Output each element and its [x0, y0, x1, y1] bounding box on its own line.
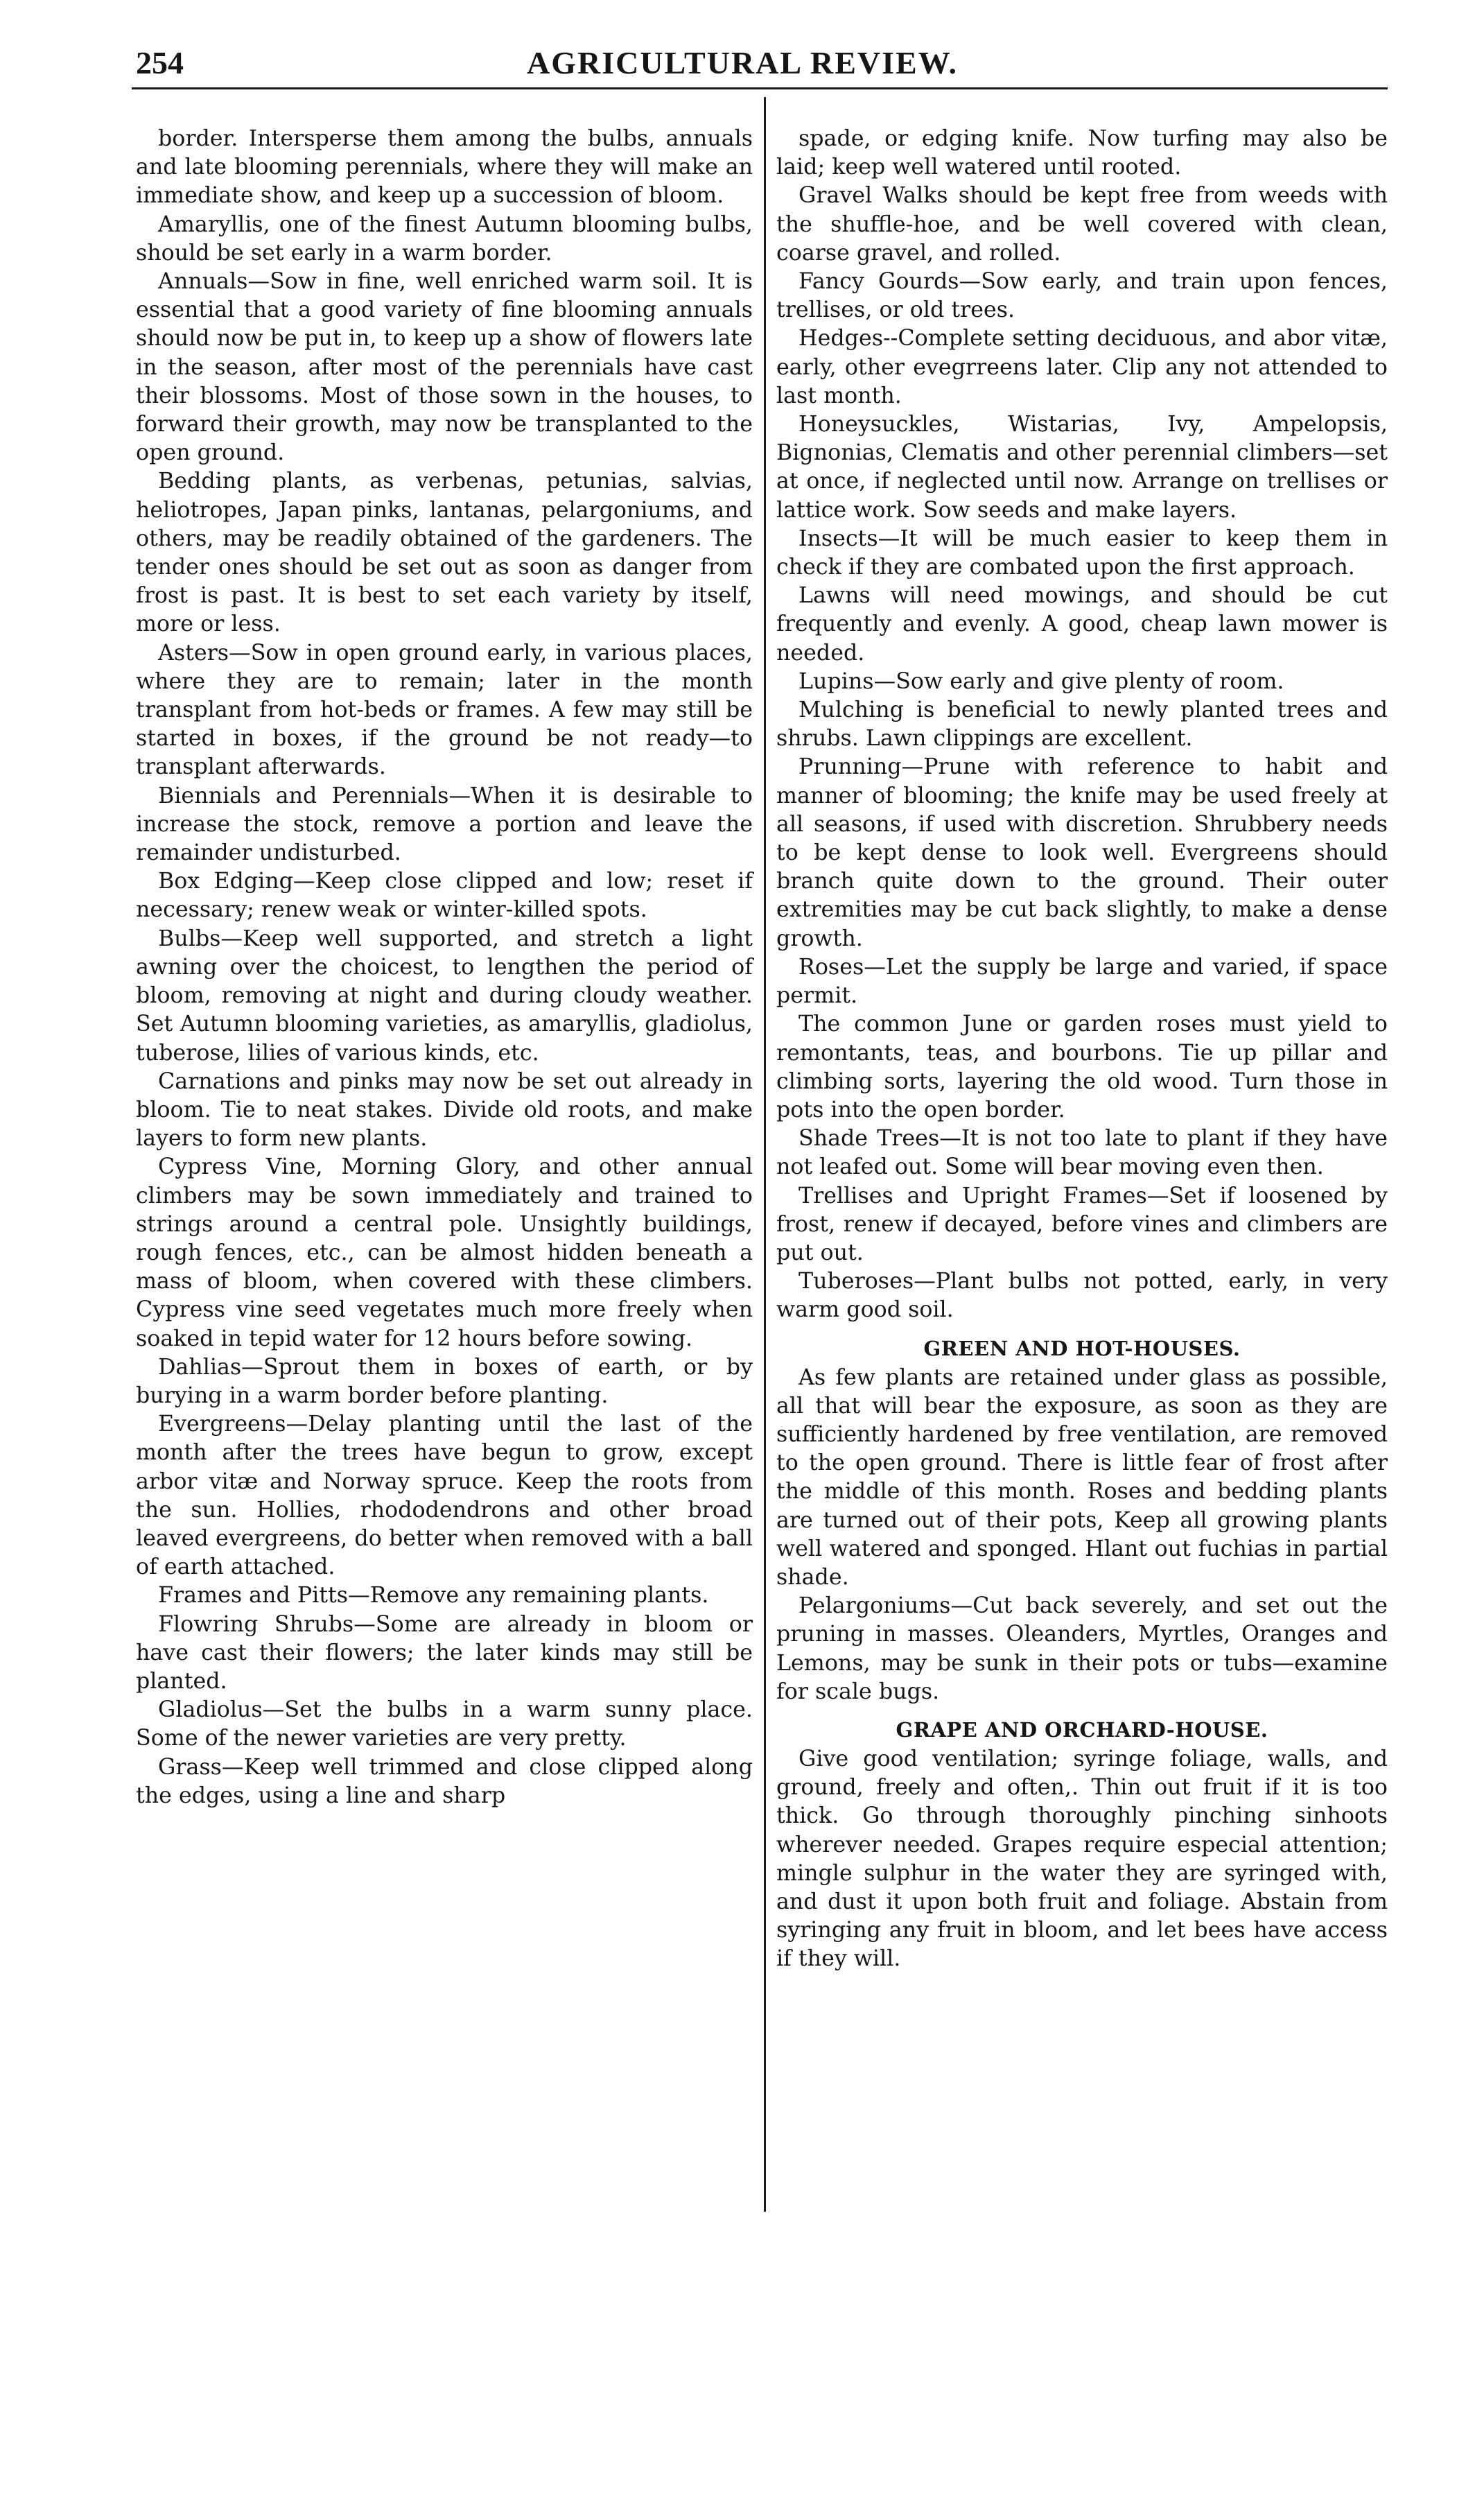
- section-heading-green-houses: GREEN AND HOT-HOUSES.: [923, 1336, 1241, 1360]
- paragraph: Mulching is beneficial to newly planted trees and shrubs. Lawn clippings are excellent.: [776, 697, 1388, 752]
- column-rule: [764, 97, 766, 2212]
- paragraph: Dahlias—Sprout them in boxes of earth, or by burying in a warm border before planting.: [136, 1354, 753, 1408]
- paragraph: Shade Trees—It is not too late to plant if they have not leafed out. Some will bear moving even then.: [776, 1126, 1388, 1180]
- paragraph: Pelargoniums—Cut back severely, and set out the pruning in masses. Oleanders, Myrtles, Oranges and Lemons, may be sunk in their pots or tubs—examine for scale bugs.: [776, 1593, 1388, 1704]
- paragraph: Carnations and pinks may now be set out already in bloom. Tie to neat stakes. Divide old roots, and make layers to form new plants.: [136, 1068, 753, 1152]
- paragraph: Cypress Vine, Morning Glory, and other annual climbers may be sown immediately and trained to strings around a central pole. Unsightly buildings, rough fences, etc., can be almost hidden beneath a mass of bloom, when covered with these climbers. Cypress vine seed vegetates much more freely when soaked in tepid water for 12 hours before sowing.: [136, 1154, 753, 1351]
- paragraph: Gravel Walks should be kept free from weeds with the shuffle-hoe, and be well covered with clean, coarse gravel, and rolled.: [776, 183, 1388, 266]
- paragraph: Fancy Gourds—Sow early, and train upon fences, trellises, or old trees.: [776, 269, 1388, 323]
- paragraph: Hedges--Complete setting deciduous, and abor vitæ, early, other evegrreens later. Clip any not attended to last month.: [776, 326, 1388, 408]
- paragraph: Amaryllis, one of the finest Autumn blooming bulbs, should be set early in a warm border.: [136, 211, 753, 266]
- paragraph: Asters—Sow in open ground early, in various places, where they are to remain; later in the month transplant from hot-beds or frames. A few may still be started in boxes, if the ground be not ready—to transplant afterwards.: [136, 640, 753, 780]
- paragraph: Biennials and Perennials—When it is desirable to increase the stock, remove a portion and leave the remainder undisturbed.: [136, 783, 753, 866]
- paragraph: spade, or edging knife. Now turfing may also be laid; keep well watered until rooted.: [776, 126, 1388, 180]
- paragraph: Roses—Let the supply be large and varied, if space permit.: [776, 954, 1388, 1009]
- paragraph: As few plants are retained under glass as possible, all that will bear the exposure, as soon as they are sufficiently hardened by free ventilation, are removed to the open ground. There is little fear of frost after the middle of this month. Roses and bedding plants are turned out of their pots, Keep all growing plants well watered and sponged. Hlant out fuchias in partial shade.: [776, 1364, 1388, 1590]
- paragraph: Give good ventilation; syringe foliage, walls, and ground, freely and often,. Thin out fruit if it is too thick. Go through thoroughly pinching sinhoots wherever needed. Grapes require especial attention; mingle sulphur in the water they are syringed with, and dust it upon both fruit and foliage. Abstain from syringing any fruit in bloom, and let bees have access if they will.: [776, 1746, 1388, 1972]
- header-rule: [132, 87, 1388, 89]
- paragraph: Lupins—Sow early and give plenty of room.: [798, 668, 1284, 694]
- paragraph: Lawns will need mowings, and should be cut frequently and evenly. A good, cheap lawn mower is needed.: [776, 583, 1388, 666]
- paragraph: Tuberoses—Plant bulbs not potted, early, in very warm good soil.: [776, 1269, 1388, 1323]
- right-column: [776, 125, 1388, 1974]
- paragraph: Bedding plants, as verbenas, petunias, salvias, heliotropes, Japan pinks, lantanas, pelargoniums, and others, may be readily obtained of the gardeners. The tender ones should be set out as soon as danger from frost is past. It is best to set each variety by itself, more or less.: [136, 469, 753, 637]
- paragraph: Annuals—Sow in fine, well enriched warm soil. It is essential that a good variety of fine blooming annuals should now be put in, to keep up a show of flowers late in the season, after most of the perennials have cast their blossoms. Most of those sown in the houses, to forward their growth, may now be transplanted to the open ground.: [136, 269, 753, 466]
- paragraph: Trellises and Upright Frames—Set if loosened by frost, renew if decayed, before vines and climbers are put out.: [776, 1183, 1388, 1265]
- paragraph: Evergreens—Delay planting until the last of the month after the trees have begun to grow, except arbor vitæ and Norway spruce. Keep the roots from the sun. Hollies, rhododendrons and other broad leaved evergreens, do better when removed with a ball of earth attached.: [136, 1412, 753, 1580]
- left-column: [136, 125, 753, 1810]
- paragraph: border. Intersperse them among the bulbs, annuals and late blooming perennials, where they will make an immediate show, and keep up a succession of bloom.: [136, 126, 753, 209]
- paragraph: Bulbs—Keep well supported, and stretch a light awning over the choicest, to lengthen the period of bloom, removing at night and during cloudy weather. Set Autumn blooming varieties, as amaryllis, gladiolus, tuberose, lilies of various kinds, etc.: [136, 926, 753, 1066]
- page-number: 254: [136, 45, 184, 80]
- paragraph: Frames and Pitts—Remove any remaining plants.: [158, 1583, 709, 1609]
- paragraph: The common June or garden roses must yield to remontants, teas, and bourbons. Tie up pillar and climbing sorts, layering the old wood. Turn those in pots into the open border.: [776, 1012, 1388, 1123]
- paragraph: Gladiolus—Set the bulbs in a warm sunny place. Some of the newer varieties are very pretty.: [136, 1697, 753, 1751]
- paragraph: Prunning—Prune with reference to habit and manner of blooming; the knife may be used freely at all seasons, if used with discretion. Shrubbery needs to be kept dense to look well. Evergreens should branch quite down to the ground. Their outer extremities may be cut back slightly, to make a dense growth.: [776, 754, 1388, 951]
- paragraph: Honeysuckles, Wistarias, Ivy, Ampelopsis, Bignonias, Clematis and other perennial climbers—set at once, if neglected until now. Arrange on trellises or lattice work. Sow seeds and make layers.: [776, 412, 1388, 523]
- paragraph: Insects—It will be much easier to keep them in check if they are combated upon the first approach.: [776, 526, 1388, 580]
- section-heading-grape-house: GRAPE AND ORCHARD-HOUSE.: [896, 1717, 1268, 1742]
- running-head: AGRICULTURAL REVIEW.: [527, 45, 958, 80]
- paragraph: Box Edging—Keep close clipped and low; reset if necessary; renew weak or winter-killed spots.: [136, 869, 753, 923]
- paragraph: Grass—Keep well trimmed and close clipped along the edges, using a line and sharp: [136, 1754, 753, 1808]
- paragraph: Flowring Shrubs—Some are already in bloom or have cast their flowers; the later kinds may still be planted.: [136, 1611, 753, 1694]
